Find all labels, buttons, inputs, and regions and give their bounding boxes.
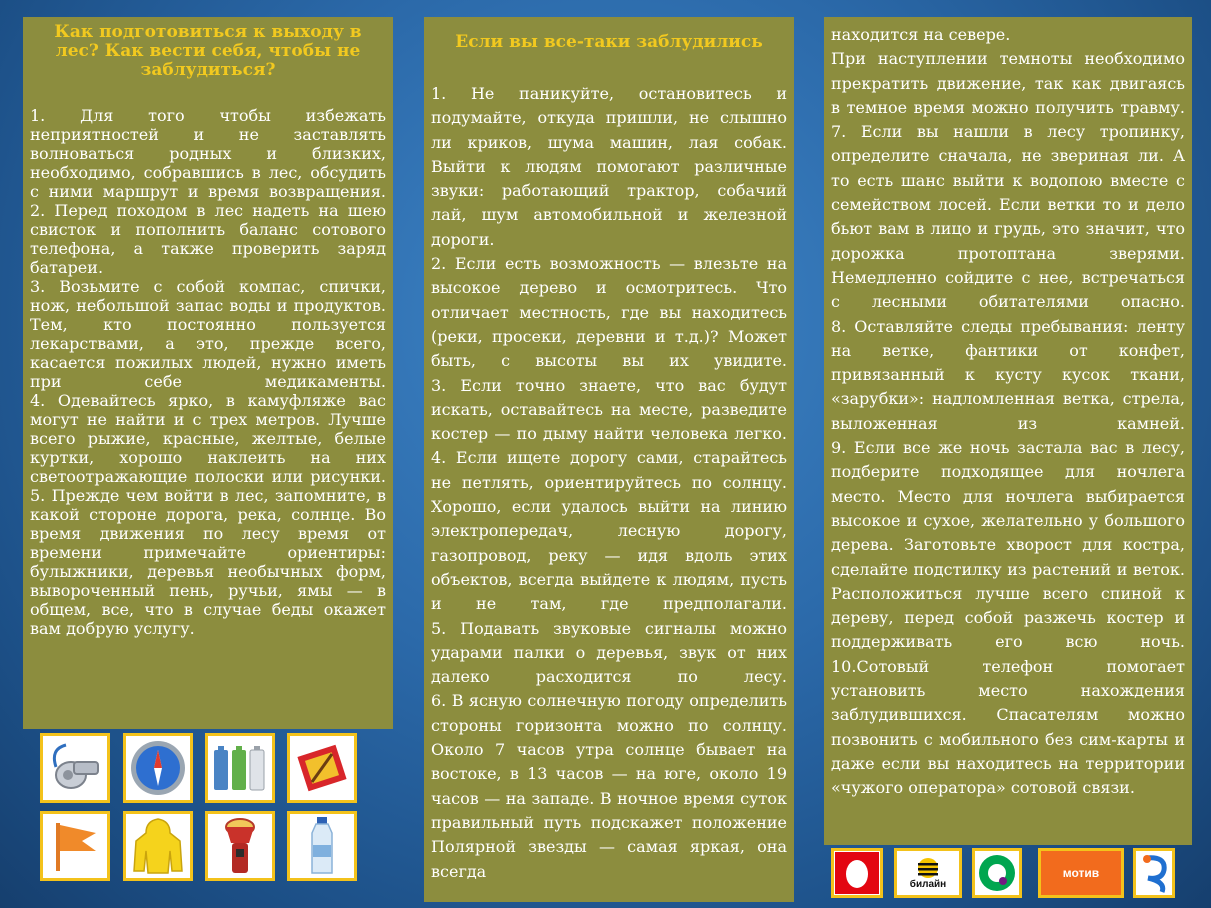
megafon-logo-icon [972,848,1022,898]
compass-icon [123,733,193,803]
beeline-logo [894,848,962,898]
paragraph: 5. Прежде чем войти в лес, запомните, в какой стороне дорога, река, солнце. Во время движения по лесу время от времени примечайте ориентиры: булыжники, деревья необычных форм, вывороченный пень, ручьи, ямы — в общем, все, что в случае беды окажет вам добрую услугу. [30,486,386,638]
paragraph: 2. Перед походом в лес надеть на шею свисток и пополнить баланс сотового телефона, а также проверить заряд батареи. [30,201,386,277]
paragraph: 9. Если все же ночь застала вас в лесу, подберите подходящее для ночлега место. Место для ночлега выбирается высокое и сухое, желательно у большого дерева. Заготовьте хворост для костра, сделайте подстилку из растений и веток. Расположиться лучше всего спиной к дереву, перед собой разжечь костер и поддерживать его всю ночь. [831,438,1185,652]
beeline-stripes-icon [915,857,941,879]
rostelecom-logo-icon [1133,848,1175,898]
panel-title: Как подготовиться к выходу в лес? Как вести себя, чтобы не заблудиться? [54,22,362,80]
panel-prepare [23,17,393,729]
paragraph: 1. Не паникуйте, остановитесь и подумайте, откуда пришли, не слышно ли криков, шума машин, лая собак. Выйти к людям помогают различные звуки: работающий трактор, собачий лай, шум автомобильной и железной дороги. [431,84,787,249]
motiv-label: мотив [1062,866,1100,880]
battery-icon [205,733,275,803]
panel-lost [424,17,794,902]
paragraph: При наступлении темноты необходимо прекратить движение, так как двигаясь в темное время можно получить травму. [831,49,1185,117]
flashlight-icon [205,811,275,881]
paragraph: 1. Для того чтобы избежать неприятностей и не заставлять волноваться родных и близких, необходимо, собравшись в лес, обсудить с ними маршрут и время возвращения. [30,106,386,201]
paragraph: 4. Одевайтесь ярко, в камуфляже вас могут не найти и с трех метров. Лучше всего рыжие, красные, желтые, белые куртки, хорошо наклеить на них светоотражающие полоски или рисунки. [30,391,386,486]
paragraph: 7. Если вы нашли в лесу тропинку, определите сначала, не звериная ли. А то есть шанс выйти к водопою вместе с семейством лосей. Если ветки то и дело бьют вам в лицо и грудь, это значит, что дорожка протоптана зверями. Немедленно сойдите с нее, встречаться с лесными обитателями опасно. [831,122,1185,312]
paragraph: находится на севере. [831,25,1011,44]
flag-icon [40,811,110,881]
paragraph: 6. В ясную солнечную погоду определить стороны горизонта можно по солнцу. Около 7 часов утра солнце бывает на востоке, в 13 часов — на юге, около 19 часов — на западе. В ночное время суток правильный путь подскажет положение Полярной звезды — самая яркая, она всегда [431,691,787,881]
raincoat-icon [123,811,193,881]
paragraph: 3. Если точно знаете, что вас будут искать, оставайтесь на месте, разведите костер — по дыму найти человека легко. [431,375,787,444]
water-bottle-icon [287,811,357,881]
panel-title: Если вы все-таки заблудились [455,32,763,52]
paragraph: 2. Если есть возможность — влезьте на высокое дерево и осмотритесь. Что отличает местность, где вы находитесь (реки, просеки, деревни и т.д.)? Может быть, с высоты вы их увидите. [431,254,787,371]
beeline-label: билайн [909,878,947,890]
panel-continued [824,17,1192,845]
paragraph: 4. Если ищете дорогу сами, старайтесь не петлять, ориентируйтесь по солнцу. Хорошо, если удалось выйти на линию электропередач, лесную дорогу, газопровод, реку — идя вдоль этих объектов, всегда выйдете к людям, пусть и не там, где предполагали. [431,448,787,614]
matches-icon [287,733,357,803]
paragraph: 5. Подавать звуковые сигналы можно ударами палки о деревья, звук от них далеко расходится по лесу. [431,618,787,687]
mts-logo-icon [831,848,883,898]
paragraph: 3. Возьмите с собой компас, спички, нож, небольшой запас воды и продуктов. Тем, кто постоянно пользуется лекарствами, а это, прежде всего, касается пожилых людей, нужно иметь при себе медикаменты. [30,277,386,391]
motiv-logo [1038,848,1124,898]
paragraph: 10.Сотовый телефон помогает установить место нахождения заблудившихся. Спасателям можно позвонить с мобильного без сим-карты и даже если вы находитесь на территории «чужого оператора» сотовой связи. [831,656,1185,798]
paragraph: 8. Оставляйте следы пребывания: ленту на ветке, фантики от конфет, привязанный к кусту кусок ткани, «зарубки»: надломленная ветка, стрела, выложенная из камней. [831,316,1185,433]
whistle-icon [40,733,110,803]
